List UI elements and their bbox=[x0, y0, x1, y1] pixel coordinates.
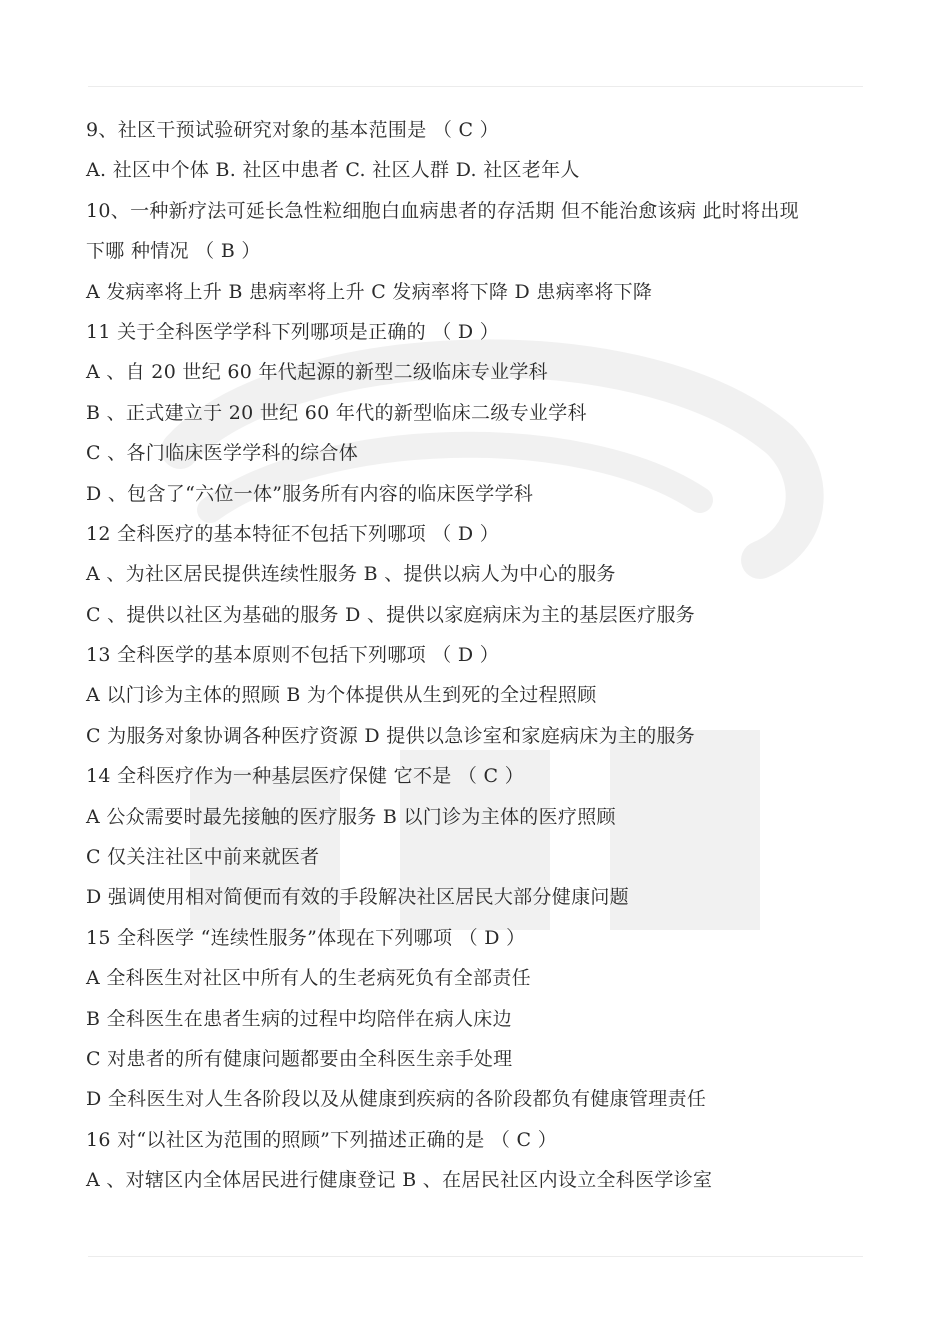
question-11-option-d: D 、包含了“六位一体”服务所有内容的临床医学学科 bbox=[86, 482, 534, 505]
question-11-option-c: C 、各门临床医学学科的综合体 bbox=[86, 442, 359, 465]
question-16-options-ab: A 、对辖区内全体居民进行健康登记 B 、在居民社区内设立全科医学诊室 bbox=[86, 1169, 713, 1192]
question-15-option-b: B 全科医生在患者生病的过程中均陪伴在病人床边 bbox=[86, 1007, 512, 1030]
question-15: 15 全科医学 “连续性服务”体现在下列哪项 （ D ） bbox=[86, 926, 526, 949]
question-12-options-cd: C 、提供以社区为基础的服务 D 、提供以家庭病床为主的基层医疗服务 bbox=[86, 603, 696, 626]
question-10: 10、一种新疗法可延长急性粒细胞白血病患者的存活期 但不能治愈该病 此时将出现 bbox=[86, 199, 799, 222]
question-13-options-ab: A 以门诊为主体的照顾 B 为个体提供从生到死的全过程照顾 bbox=[86, 684, 597, 707]
question-13: 13 全科医学的基本原则不包括下列哪项 （ D ） bbox=[86, 644, 500, 667]
question-14-options-ab: A 公众需要时最先接触的医疗服务 B 以门诊为主体的医疗照顾 bbox=[86, 805, 616, 828]
question-10-options: A 发病率将上升 B 患病率将上升 C 发病率将下降 D 患病率将下降 bbox=[86, 280, 653, 303]
footer-rule bbox=[88, 1256, 863, 1257]
question-14: 14 全科医疗作为一种基层医疗保健 它不是 （ C ） bbox=[86, 765, 525, 788]
question-14-option-c: C 仅关注社区中前来就医者 bbox=[86, 846, 320, 869]
question-16: 16 对“以社区为范围的照顾”下列描述正确的是 （ C ） bbox=[86, 1128, 558, 1151]
question-12: 12 全科医疗的基本特征不包括下列哪项 （ D ） bbox=[86, 522, 500, 545]
question-15-option-d: D 全科医生对人生各阶段以及从健康到疾病的各阶段都负有健康管理责任 bbox=[86, 1088, 707, 1111]
question-11-option-b: B 、正式建立于 20 世纪 60 年代的新型临床二级专业学科 bbox=[86, 401, 587, 424]
question-15-option-c: C 对患者的所有健康问题都要由全科医生亲手处理 bbox=[86, 1047, 513, 1070]
question-14-option-d: D 强调使用相对简便而有效的手段解决社区居民大部分健康问题 bbox=[86, 886, 629, 909]
question-13-options-cd: C 为服务对象协调各种医疗资源 D 提供以急诊室和家庭病床为主的服务 bbox=[86, 724, 696, 747]
document-body bbox=[86, 110, 876, 1201]
question-11-option-a: A 、自 20 世纪 60 年代起源的新型二级临床专业学科 bbox=[86, 361, 548, 384]
question-15-option-a: A 全科医生对社区中所有人的生老病死负有全部责任 bbox=[86, 967, 531, 990]
question-9: 9、社区干预试验研究对象的基本范围是 （ C ） bbox=[86, 119, 499, 141]
question-11: 11 关于全科医学学科下列哪项是正确的 （ D ） bbox=[86, 320, 500, 343]
question-10-continued: 下哪 种情况 （ B ） bbox=[86, 240, 261, 263]
question-12-options-ab: A 、为社区居民提供连续性服务 B 、提供以病人为中心的服务 bbox=[86, 563, 616, 586]
header-rule bbox=[88, 86, 863, 87]
question-9-options: A. 社区中个体 B. 社区中患者 C. 社区人群 D. 社区老年人 bbox=[86, 159, 580, 182]
